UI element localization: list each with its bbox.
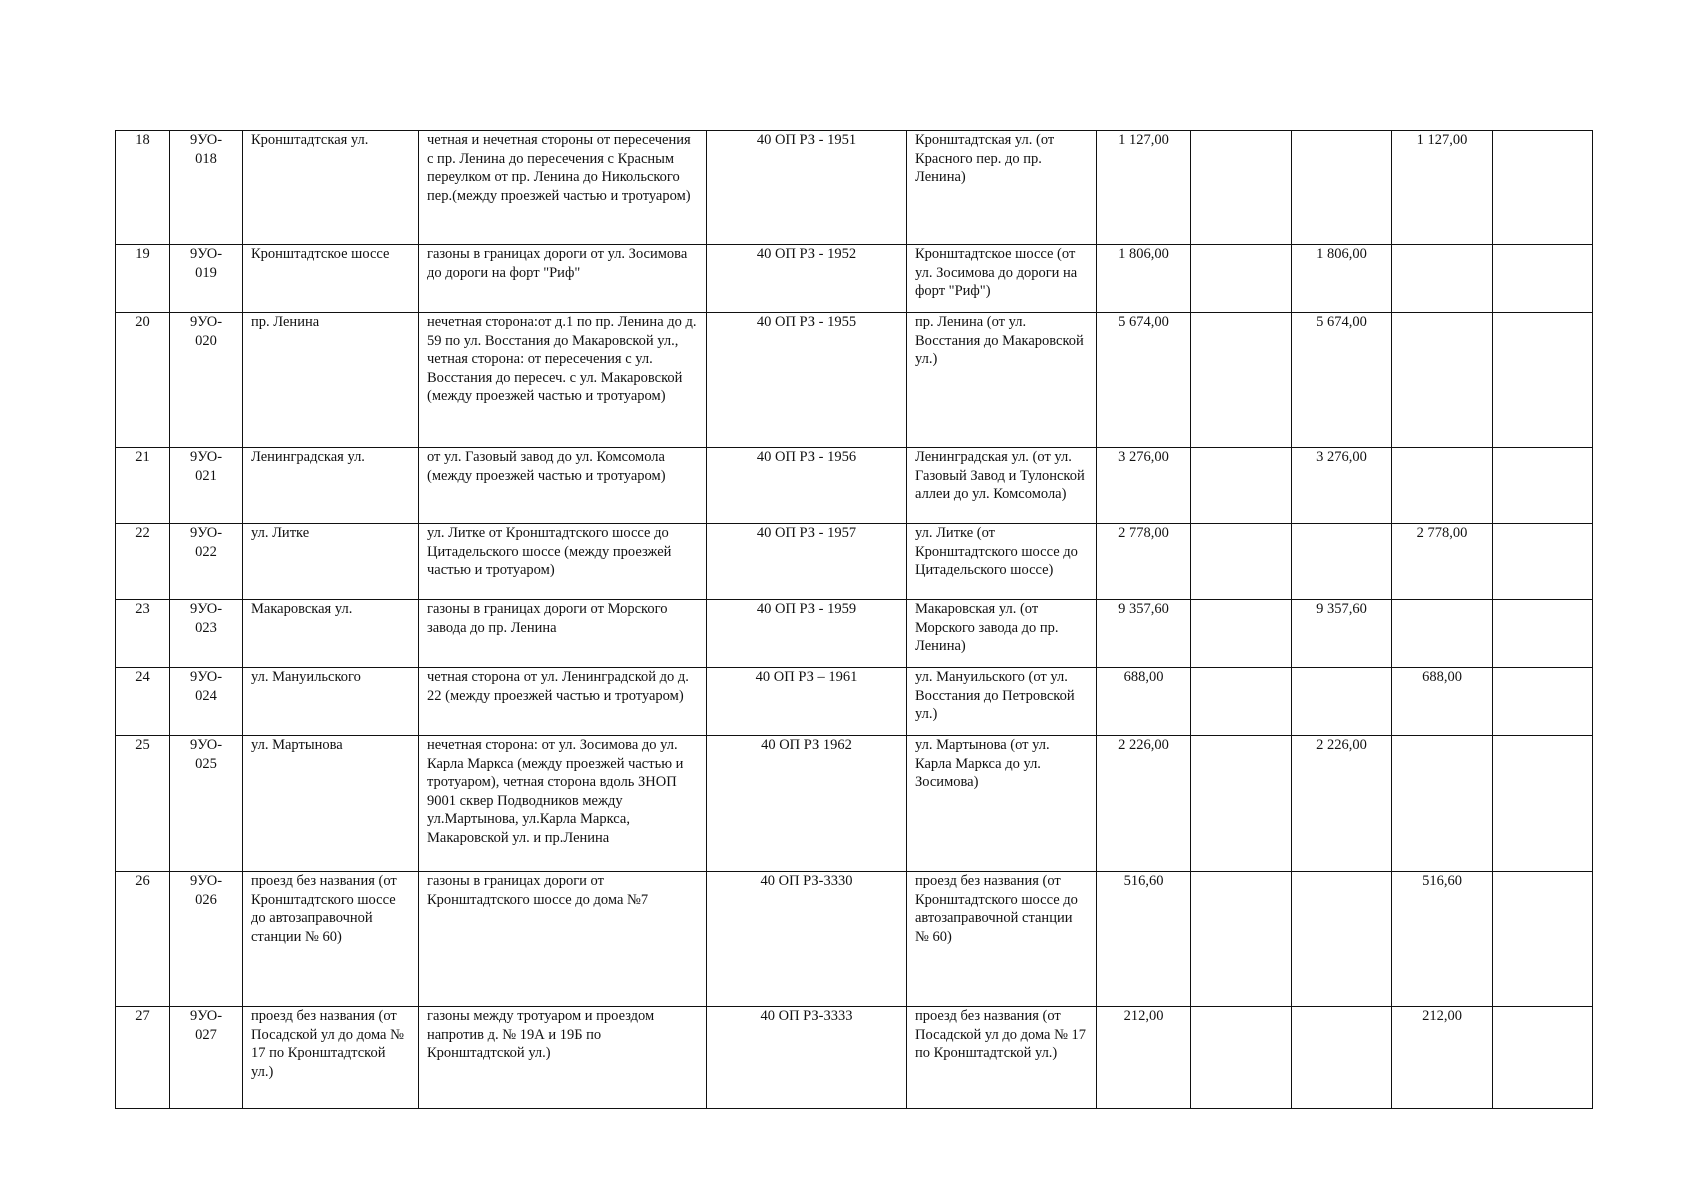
- road-name: ул. Мануильского (от ул. Восстания до Петровской ул.): [907, 668, 1097, 736]
- area-col-4: [1493, 131, 1593, 245]
- area-col-4: [1493, 600, 1593, 668]
- area-col-3: [1392, 313, 1493, 448]
- area-col-1: [1191, 872, 1292, 1007]
- object-name: Кронштадтская ул.: [243, 131, 419, 245]
- area-col-2: 1 806,00: [1292, 245, 1392, 313]
- object-code: 9УО- 018: [170, 131, 243, 245]
- table-row: [116, 668, 1593, 736]
- object-description: газоны в границах дороги от ул. Зосимова до дороги на форт "Риф": [419, 245, 707, 313]
- road-registry-number: 40 ОП РЗ - 1957: [707, 524, 907, 600]
- object-code: 9УО- 024: [170, 668, 243, 736]
- area-col-4: [1493, 736, 1593, 872]
- row-number: 18: [116, 131, 170, 245]
- area-col-2: [1292, 524, 1392, 600]
- object-description: четная сторона от ул. Ленинградской до д. 22 (между проезжей частью и тротуаром): [419, 668, 707, 736]
- object-description: четная и нечетная стороны от пересечения с пр. Ленина до пересечения с Красным переулком от пр. Ленина до Никольского пер.(между проезжей частью и тротуаром): [419, 131, 707, 245]
- area-col-2: 3 276,00: [1292, 448, 1392, 524]
- area-total: 2 778,00: [1097, 524, 1191, 600]
- object-code: 9УО- 027: [170, 1007, 243, 1109]
- row-number: 25: [116, 736, 170, 872]
- area-total: 212,00: [1097, 1007, 1191, 1109]
- road-objects-table: [115, 130, 1593, 1109]
- area-col-1: [1191, 448, 1292, 524]
- row-number: 26: [116, 872, 170, 1007]
- object-code: 9УО- 023: [170, 600, 243, 668]
- area-col-2: [1292, 872, 1392, 1007]
- area-col-2: [1292, 668, 1392, 736]
- area-col-2: [1292, 1007, 1392, 1109]
- area-col-3: 688,00: [1392, 668, 1493, 736]
- table-row: [116, 872, 1593, 1007]
- area-col-4: [1493, 313, 1593, 448]
- area-col-2: 5 674,00: [1292, 313, 1392, 448]
- object-name: ул. Литке: [243, 524, 419, 600]
- table-row: [116, 131, 1593, 245]
- object-code: 9УО- 025: [170, 736, 243, 872]
- object-description: газоны в границах дороги от Кронштадтского шоссе до дома №7: [419, 872, 707, 1007]
- road-name: Ленинградская ул. (от ул. Газовый Завод и Тулонской аллеи до ул. Комсомола): [907, 448, 1097, 524]
- area-col-3: 2 778,00: [1392, 524, 1493, 600]
- area-total: 2 226,00: [1097, 736, 1191, 872]
- object-description: газоны в границах дороги от Морского завода до пр. Ленина: [419, 600, 707, 668]
- area-col-1: [1191, 131, 1292, 245]
- area-col-4: [1493, 668, 1593, 736]
- area-col-3: [1392, 600, 1493, 668]
- object-description: нечетная сторона:от д.1 по пр. Ленина до д. 59 по ул. Восстания до Макаровской ул., четная сторона: от пересечения с ул. Восстания до пересеч. с ул. Макаровской (между проезжей частью и тротуаром): [419, 313, 707, 448]
- road-name: Кронштадтское шоссе (от ул. Зосимова до дороги на форт "Риф"): [907, 245, 1097, 313]
- area-col-2: 2 226,00: [1292, 736, 1392, 872]
- object-name: Макаровская ул.: [243, 600, 419, 668]
- row-number: 21: [116, 448, 170, 524]
- area-col-4: [1493, 448, 1593, 524]
- road-registry-number: 40 ОП РЗ-3333: [707, 1007, 907, 1109]
- row-number: 23: [116, 600, 170, 668]
- road-registry-number: 40 ОП РЗ – 1961: [707, 668, 907, 736]
- object-name: ул. Мартынова: [243, 736, 419, 872]
- road-registry-number: 40 ОП РЗ - 1956: [707, 448, 907, 524]
- object-name: проезд без названия (от Посадской ул до дома № 17 по Кронштадтской ул.): [243, 1007, 419, 1109]
- area-col-4: [1493, 245, 1593, 313]
- road-registry-number: 40 ОП РЗ - 1952: [707, 245, 907, 313]
- area-col-4: [1493, 1007, 1593, 1109]
- area-col-3: [1392, 448, 1493, 524]
- area-col-1: [1191, 736, 1292, 872]
- road-name: Кронштадтская ул. (от Красного пер. до пр. Ленина): [907, 131, 1097, 245]
- road-registry-number: 40 ОП РЗ 1962: [707, 736, 907, 872]
- table-row: [116, 313, 1593, 448]
- object-description: нечетная сторона: от ул. Зосимова до ул. Карла Маркса (между проезжей частью и тротуаром), четная сторона вдоль ЗНОП 9001 сквер Подводников между ул.Мартынова, ул.Карла Маркса, Макаровской ул. и пр.Ленина: [419, 736, 707, 872]
- table-row: [116, 1007, 1593, 1109]
- road-name: Макаровская ул. (от Морского завода до пр. Ленина): [907, 600, 1097, 668]
- table-row: [116, 245, 1593, 313]
- area-total: 516,60: [1097, 872, 1191, 1007]
- object-code: 9УО- 022: [170, 524, 243, 600]
- road-name: проезд без названия (от Посадской ул до дома № 17 по Кронштадтской ул.): [907, 1007, 1097, 1109]
- table-row: [116, 600, 1593, 668]
- object-code: 9УО- 021: [170, 448, 243, 524]
- area-total: 3 276,00: [1097, 448, 1191, 524]
- area-total: 9 357,60: [1097, 600, 1191, 668]
- object-name: ул. Мануильского: [243, 668, 419, 736]
- area-col-1: [1191, 524, 1292, 600]
- road-registry-number: 40 ОП РЗ-3330: [707, 872, 907, 1007]
- object-name: проезд без названия (от Кронштадтского шоссе до автозаправочной станции № 60): [243, 872, 419, 1007]
- area-col-2: [1292, 131, 1392, 245]
- row-number: 22: [116, 524, 170, 600]
- area-col-1: [1191, 600, 1292, 668]
- area-col-3: [1392, 245, 1493, 313]
- table-row: [116, 448, 1593, 524]
- road-name: ул. Литке (от Кронштадтского шоссе до Цитадельского шоссе): [907, 524, 1097, 600]
- area-col-3: 516,60: [1392, 872, 1493, 1007]
- row-number: 27: [116, 1007, 170, 1109]
- area-col-4: [1493, 524, 1593, 600]
- area-col-2: 9 357,60: [1292, 600, 1392, 668]
- road-registry-number: 40 ОП РЗ - 1959: [707, 600, 907, 668]
- table-row: [116, 736, 1593, 872]
- object-name: Кронштадтское шоссе: [243, 245, 419, 313]
- object-code: 9УО- 019: [170, 245, 243, 313]
- area-col-1: [1191, 668, 1292, 736]
- area-col-1: [1191, 313, 1292, 448]
- area-col-3: 1 127,00: [1392, 131, 1493, 245]
- object-description: ул. Литке от Кронштадтского шоссе до Цитадельского шоссе (между проезжей частью и тротуаром): [419, 524, 707, 600]
- object-description: газоны между тротуаром и проездом напротив д. № 19А и 19Б по Кронштадтской ул.): [419, 1007, 707, 1109]
- object-description: от ул. Газовый завод до ул. Комсомола (между проезжей частью и тротуаром): [419, 448, 707, 524]
- area-col-3: [1392, 736, 1493, 872]
- road-name: проезд без названия (от Кронштадтского шоссе до автозаправочной станции № 60): [907, 872, 1097, 1007]
- area-col-3: 212,00: [1392, 1007, 1493, 1109]
- object-code: 9УО- 026: [170, 872, 243, 1007]
- road-name: пр. Ленина (от ул. Восстания до Макаровской ул.): [907, 313, 1097, 448]
- object-code: 9УО- 020: [170, 313, 243, 448]
- area-total: 1 127,00: [1097, 131, 1191, 245]
- area-col-1: [1191, 1007, 1292, 1109]
- table-row: [116, 524, 1593, 600]
- row-number: 24: [116, 668, 170, 736]
- object-name: пр. Ленина: [243, 313, 419, 448]
- area-total: 5 674,00: [1097, 313, 1191, 448]
- area-total: 1 806,00: [1097, 245, 1191, 313]
- road-name: ул. Мартынова (от ул. Карла Маркса до ул. Зосимова): [907, 736, 1097, 872]
- area-col-4: [1493, 872, 1593, 1007]
- road-registry-number: 40 ОП РЗ - 1955: [707, 313, 907, 448]
- object-name: Ленинградская ул.: [243, 448, 419, 524]
- area-total: 688,00: [1097, 668, 1191, 736]
- row-number: 20: [116, 313, 170, 448]
- row-number: 19: [116, 245, 170, 313]
- road-registry-number: 40 ОП РЗ - 1951: [707, 131, 907, 245]
- area-col-1: [1191, 245, 1292, 313]
